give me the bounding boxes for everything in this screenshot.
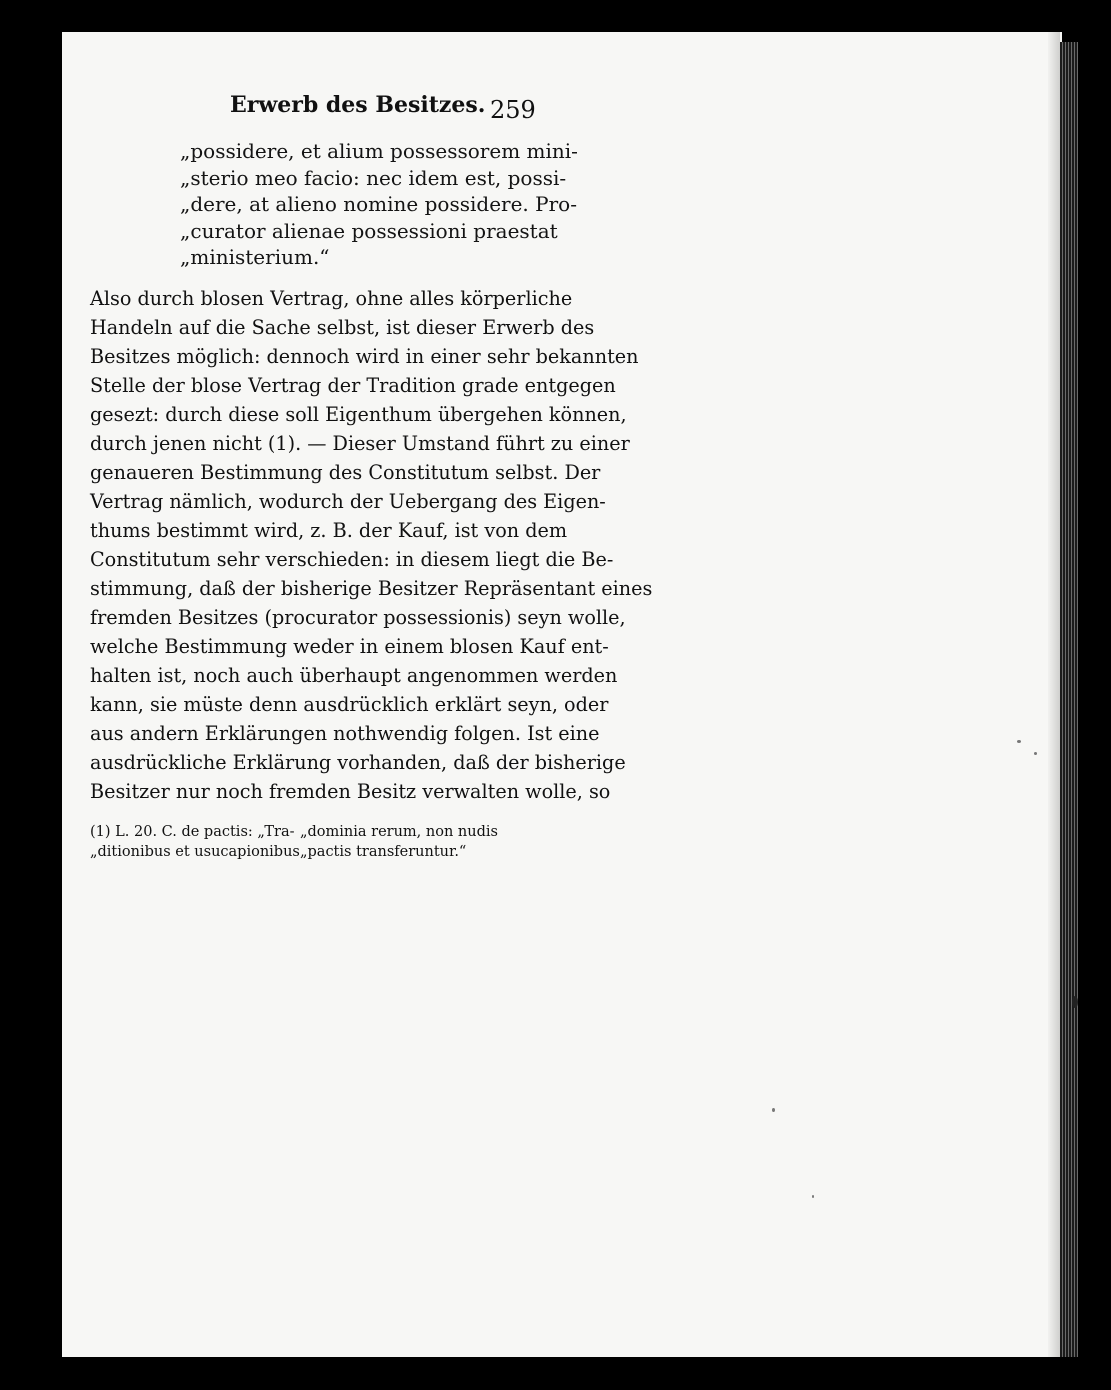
footnote-column-left: [90, 822, 300, 862]
book-fore-edge: [1060, 42, 1078, 1357]
text-line: durch jenen nicht (1). — Dieser Umstand führt zu einer: [90, 432, 630, 455]
latin-quotation: [180, 138, 578, 271]
footnote-column-right: [300, 822, 530, 862]
text-line: Besitzes möglich: dennoch wird in einer sehr bekannten: [90, 345, 639, 368]
quote-line: „dere, at alieno nomine possidere. Pro-: [180, 192, 577, 216]
quote-line: „sterio meo facio: nec idem est, possi-: [180, 165, 567, 190]
body-paragraph: [90, 284, 653, 806]
footnote-line: „dominia rerum, non nudis: [300, 824, 498, 840]
quote-line: „curator alienae possessioni praestat: [180, 218, 558, 243]
text-line: Also durch blosen Vertrag, ohne alles körperliche: [90, 287, 573, 310]
paper-speck: [1017, 740, 1021, 743]
text-line: Vertrag nämlich, wodurch der Uebergang des Eigen-: [90, 490, 606, 513]
text-line: Handeln auf die Sache selbst, ist dieser Erwerb des: [90, 316, 595, 339]
text-line: Stelle der blose Vertrag der Tradition grade entgegen: [90, 374, 616, 397]
text-line: stimmung, daß der bisherige Besitzer Repräsentant eines: [90, 577, 653, 600]
quote-line: „ministerium.“: [180, 245, 330, 269]
text-line: fremden Besitzes (procurator possessionis) seyn wolle,: [90, 606, 626, 629]
paper-speck: [1034, 752, 1037, 755]
text-line: gesezt: durch diese soll Eigenthum übergehen können,: [90, 403, 627, 426]
footnote-line: „ditionibus et usucapionibus: [90, 844, 300, 860]
text-line: kann, sie müste denn ausdrücklich erklärt seyn, oder: [90, 693, 609, 716]
paper-speck: [772, 1108, 775, 1112]
quote-line: „possidere, et alium possessorem mini-: [180, 139, 578, 163]
text-line: Besitzer nur noch fremden Besitz verwalten wolle, so: [90, 780, 611, 803]
text-line: thums bestimmt wird, z. B. der Kauf, ist von dem: [90, 519, 568, 542]
running-header: Erwerb des Besitzes.: [230, 92, 486, 118]
text-line: genaueren Bestimmung des Constitutum selbst. Der: [90, 461, 601, 484]
paper-speck: [812, 1195, 814, 1198]
paper-speck: [1072, 996, 1078, 1008]
page-edge-shadow: [1048, 32, 1060, 1357]
text-line: welche Bestimmung weder in einem blosen Kauf ent-: [90, 635, 609, 658]
text-line: halten ist, noch auch überhaupt angenommen werden: [90, 664, 618, 687]
text-line: aus andern Erklärungen nothwendig folgen. Ist eine: [90, 722, 600, 745]
text-line: Constitutum sehr verschieden: in diesem liegt die Be-: [90, 548, 614, 571]
footnote-line: (1) L. 20. C. de pactis: „Tra-: [90, 824, 295, 840]
footnote-line: „pactis transferuntur.“: [300, 844, 467, 860]
text-line: ausdrückliche Erklärung vorhanden, daß der bisherige: [90, 751, 626, 774]
page-number: 259: [490, 96, 536, 124]
